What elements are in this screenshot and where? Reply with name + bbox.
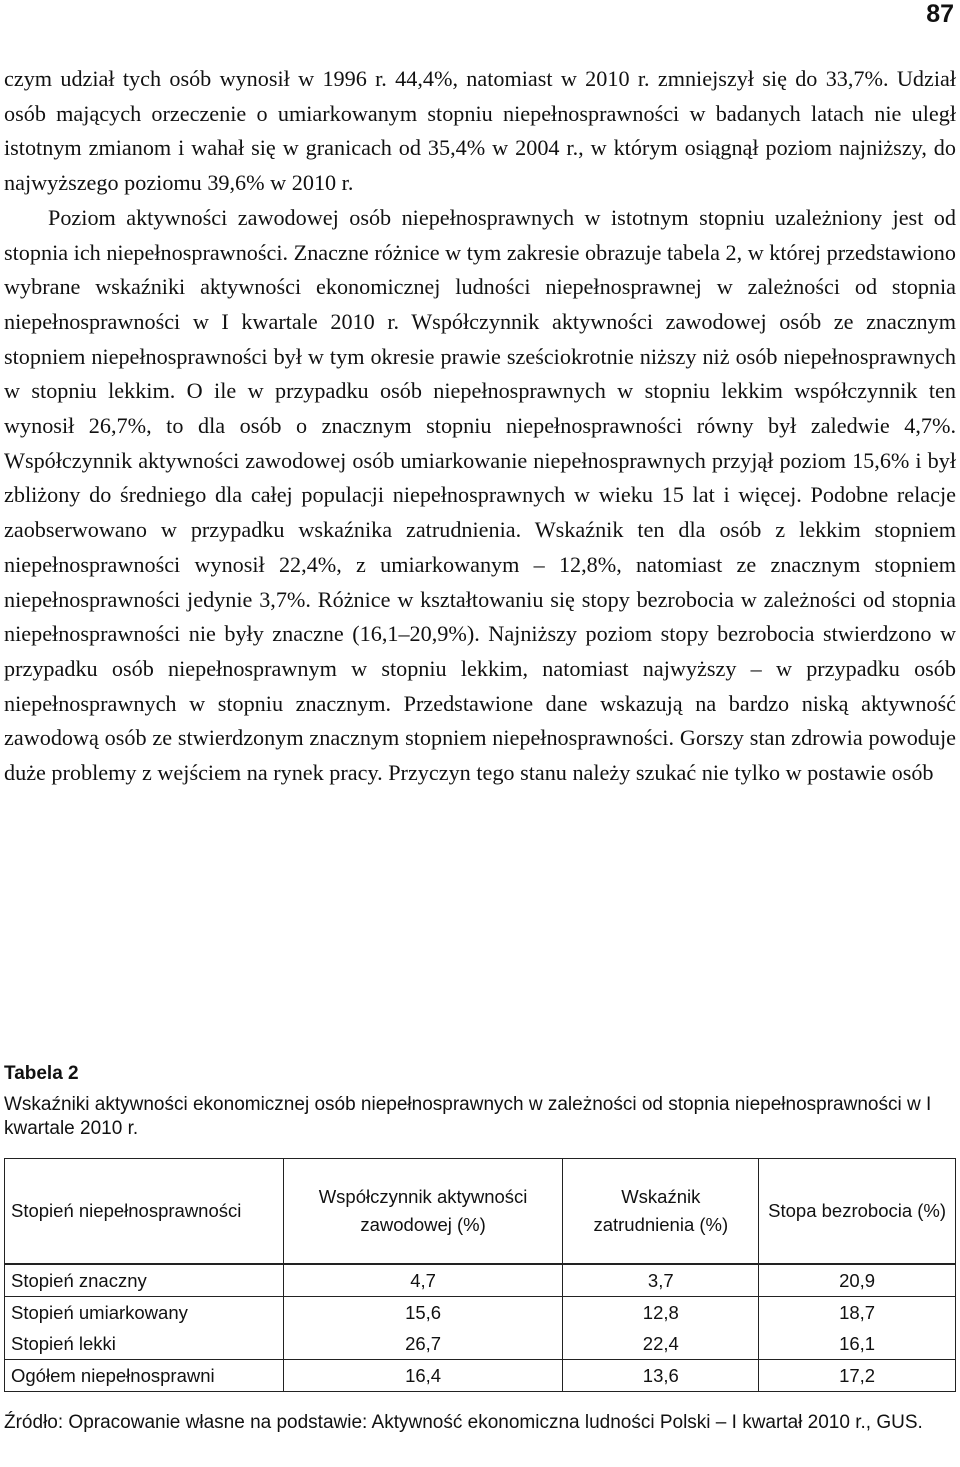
table-cell: 20,9 — [759, 1264, 956, 1297]
table-cell: 13,6 — [563, 1360, 759, 1392]
table-cell: 16,4 — [283, 1360, 563, 1392]
column-header: Stopień niepełnosprawności — [5, 1159, 284, 1265]
column-header: Stopa bezrobocia (%) — [759, 1159, 956, 1265]
table-source-note: Źródło: Opracowanie własne na podstawie: Aktywność ekonomiczna ludności Polski – I kwartał 2010 r., GUS. — [4, 1412, 923, 1433]
table-caption: Wskaźniki aktywności ekonomicznej osób niepełnosprawnych w zależności od stopnia niepełnosprawności w I kwartale 2010 r. — [4, 1094, 932, 1139]
body-text — [4, 62, 956, 791]
table-cell: Stopień umiarkowany — [5, 1297, 284, 1329]
table-cell: 12,8 — [563, 1297, 759, 1329]
data-table — [4, 1158, 956, 1392]
table-cell: 22,4 — [563, 1328, 759, 1360]
table-cell: Stopień znaczny — [5, 1264, 284, 1297]
table-row — [5, 1328, 956, 1360]
table-cell: 18,7 — [759, 1297, 956, 1329]
paragraph: czym udział tych osób wynosił w 1996 r. 44,4%, natomiast w 2010 r. zmniejszył się do 33,7%. Udział osób mających orzeczenie o umiarkowanym stopniu niepełnosprawności w badanych latach nie uległ istotnym zmianom i wahał się w granicach od 35,4% w 2004 r., w którym osiągnął poziom najniższy, do najwyższego poziomu 39,6% w 2010 r. — [4, 66, 956, 196]
table-row-total — [5, 1360, 956, 1392]
table-header-row — [5, 1159, 956, 1265]
page-number: 87 — [926, 0, 954, 28]
table-cell: 4,7 — [283, 1264, 563, 1297]
table-cell: 15,6 — [283, 1297, 563, 1329]
table-cell: 26,7 — [283, 1328, 563, 1360]
table-row — [5, 1264, 956, 1297]
table-cell: 16,1 — [759, 1328, 956, 1360]
paragraph: Poziom aktywności zawodowej osób niepełnosprawnych w istotnym stopniu uzależniony jest od stopnia ich niepełnosprawności. Znaczne różnice w tym zakresie obrazuje tabela 2, w której przedstawiono wybrane wskaźniki aktywności ekonomicznej ludności niepełnosprawnej w zależności od stopnia niepełnosprawności w I kwartale 2010 r. Współczynnik aktywności zawodowej osób ze znacznym stopniem niepełnosprawności był w tym okresie prawie sześciokrotnie niższy niż osób niepełnosprawnych w stopniu lekkim. O ile w przypadku osób niepełnosprawnych w stopniu lekkim współczynnik ten wynosił 26,7%, to dla osób o znacznym stopniu niepełnosprawności równy był zaledwie 4,7%. Współczynnik aktywności zawodowej osób umiarkowanie niepełnosprawnych przyjął poziom 15,6% i był zbliżony do średniego dla całej populacji niepełnosprawnych w wieku 15 lat i więcej. Podobne relacje zaobserwowano w przypadku wskaźnika zatrudnienia. Wskaźnik ten dla osób z lekkim stopniem niepełnosprawności wynosił 22,4%, z umiarkowanym – 12,8%, natomiast ze znacznym stopniem niepełnosprawności jedynie 3,7%. Różnice w kształtowaniu się stopy bezrobocia w zależności od stopnia niepełnosprawności nie były znaczne (16,1–20,9%). Najniższy poziom stopy bezrobocia stwierdzono w przypadku osób niepełnosprawnym w stopniu lekkim, natomiast najwyższy – w przypadku osób niepełnosprawnych w stopniu znacznym. Przedstawione dane wskazują na bardzo niską aktywność zawodową osób ze stwierdzonym znacznym stopniem niepełnosprawności. Gorszy stan zdrowia powoduje duże problemy z wejściem na rynek pracy. Przyczyn tego stanu należy szukać nie tylko w postawie osób — [4, 204, 956, 786]
table-cell: Stopień lekki — [5, 1328, 284, 1360]
column-header: Współczynnik aktywności zawodowej (%) — [283, 1159, 563, 1265]
table-row — [5, 1297, 956, 1329]
column-header: Wskaźnik zatrudnienia (%) — [563, 1159, 759, 1265]
table-cell: Ogółem niepełnosprawni — [5, 1360, 284, 1392]
table-cell: 17,2 — [759, 1360, 956, 1392]
table-cell: 3,7 — [563, 1264, 759, 1297]
table-label: Tabela 2 — [4, 1063, 79, 1084]
